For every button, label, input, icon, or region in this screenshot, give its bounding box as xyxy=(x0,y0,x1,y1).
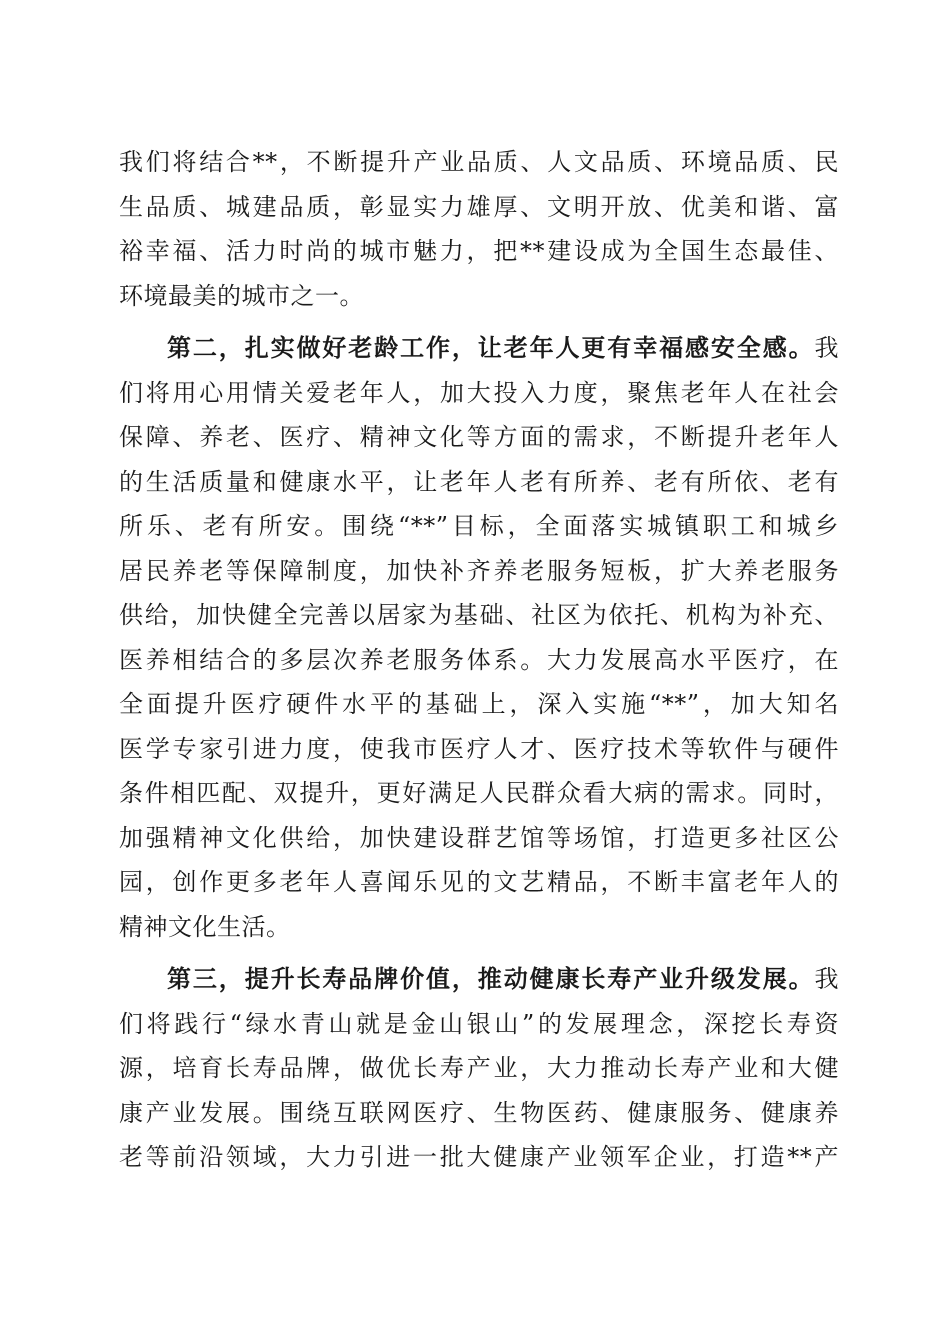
paragraph-line: 居民养老等保障制度，加快补齐养老服务短板，扩大养老服务 xyxy=(119,556,839,585)
paragraph-line: 所乐、老有所安。围绕“**”目标，全面落实城镇职工和城乡 xyxy=(119,512,839,540)
paragraph-line: 全面提升医疗硬件水平的基础上，深入实施“**”，加大知名 xyxy=(119,690,839,718)
paragraph-line: 环境最美的城市之一。 xyxy=(119,281,364,310)
paragraph-line: 裕幸福、活力时尚的城市魅力，把**建设成为全国生态最佳、 xyxy=(119,237,839,265)
paragraph-line: 供给，加快健全完善以居家为基础、社区为依托、机构为补充、 xyxy=(119,601,839,629)
paragraph-line: 生品质、城建品质，彰显实力雄厚、文明开放、优美和谐、富 xyxy=(119,192,839,221)
paragraph-line: 条件相匹配、双提升，更好满足人民群众看大病的需求。同时， xyxy=(119,779,839,807)
paragraph-line: 老等前沿领域，大力引进一批大健康产业领军企业，打造**产 xyxy=(119,1143,839,1171)
paragraph-first-line xyxy=(119,326,839,371)
paragraph-line: 们将践行“绿水青山就是金山银山”的发展理念，深挖长寿资 xyxy=(119,1009,839,1038)
document-body xyxy=(119,140,839,1180)
paragraph-heading: 第二，扎实做好老龄工作，让老年人更有幸福感安全感。 xyxy=(167,333,815,362)
paragraph-line: 保障、养老、医疗、精神文化等方面的需求，不断提升老年人 xyxy=(119,423,839,451)
paragraph-line: 医学专家引进力度，使我市医疗人才、医疗技术等软件与硬件 xyxy=(119,734,839,763)
paragraph-line: 医养相结合的多层次养老服务体系。大力发展高水平医疗，在 xyxy=(119,645,839,674)
paragraph-first-line xyxy=(119,957,839,1002)
paragraph-3 xyxy=(119,957,839,1180)
paragraph-line: 园，创作更多老年人喜闻乐见的文艺精品，不断丰富老年人的 xyxy=(119,868,839,896)
paragraph-2 xyxy=(119,326,839,949)
paragraph-text: 我 xyxy=(814,334,839,362)
paragraph-line: 源，培育长寿品牌，做优长寿产业，大力推动长寿产业和大健 xyxy=(119,1054,839,1082)
paragraph-line: 的生活质量和健康水平，让老年人老有所养、老有所依、老有 xyxy=(119,467,839,496)
paragraph-line: 康产业发展。围绕互联网医疗、生物医药、健康服务、健康养 xyxy=(119,1098,839,1127)
paragraph-line: 加强精神文化供给，加快建设群艺馆等场馆，打造更多社区公 xyxy=(119,823,839,852)
paragraph-text: 我 xyxy=(814,965,839,993)
paragraph-line: 精神文化生活。 xyxy=(119,912,291,941)
paragraph-line: 我们将结合**，不断提升产业品质、人文品质、环境品质、民 xyxy=(119,148,839,176)
paragraph-line: 们将用心用情关爱老年人，加大投入力度，聚焦老年人在社会 xyxy=(119,378,839,407)
paragraph-heading: 第三，提升长寿品牌价值，推动健康长寿产业升级发展。 xyxy=(167,964,815,993)
paragraph-1 xyxy=(119,140,839,318)
